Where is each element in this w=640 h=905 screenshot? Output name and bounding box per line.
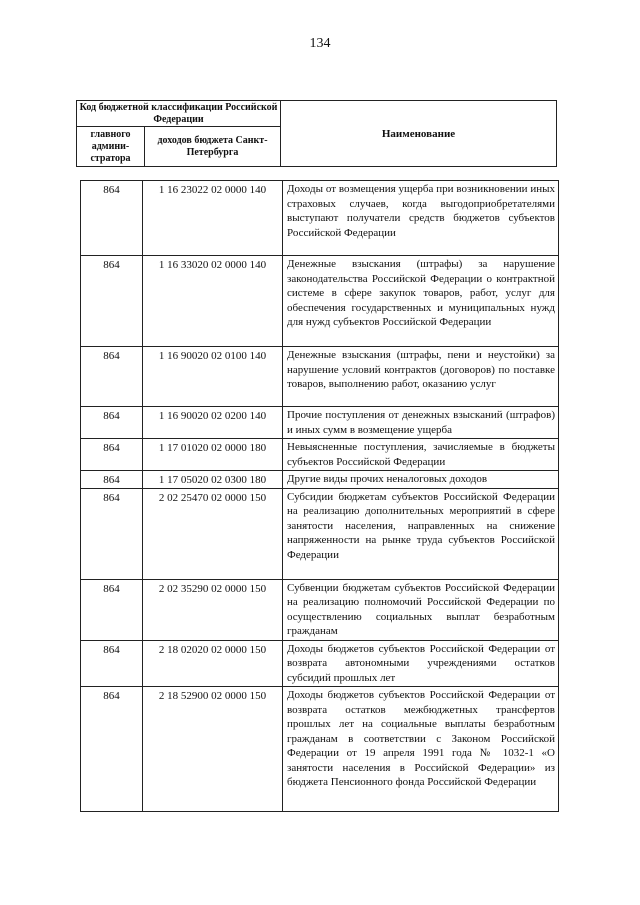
table-row [81,640,559,687]
income-code-cell: 2 02 25470 02 0000 150 [143,488,283,579]
income-table [80,180,559,812]
table-row [81,439,559,471]
income-code-cell: 2 18 52900 02 0000 150 [143,687,283,812]
admin-code-cell: 864 [81,471,143,489]
table-row [81,347,559,407]
income-name-cell: Другие виды прочих неналоговых доходов [283,471,559,489]
income-name-cell: Денежные взыскания (штрафы, пени и неустойки) за нарушение условий контрактов (договоров) по поставке товаров, выполнению работ, оказанию услуг [283,347,559,407]
income-name-cell: Субсидии бюджетам субъектов Российской Федерации на реализацию дополнительных мероприятий в сфере занятости населения, направленных на снижение напряженности на рынке труда субъектов Российской Федерации [283,488,559,579]
table-header [76,100,557,167]
table-row [81,488,559,579]
code-group-header: Код бюджетной классификации Российской Федерации [77,101,281,127]
admin-code-cell: 864 [81,407,143,439]
income-name-cell: Доходы от возмещения ущерба при возникновении иных страховых случаев, когда выгодоприобретателями выступают получатели средств бюджетов субъектов Российской Федерации [283,181,559,256]
admin-code-cell: 864 [81,181,143,256]
name-column-header: Наименование [281,101,557,167]
page-number: 134 [309,36,331,51]
income-name-cell: Прочие поступления от денежных взысканий (штрафов) и иных сумм в возмещение ущерба [283,407,559,439]
income-code-cell: 1 17 01020 02 0000 180 [143,439,283,471]
table-row [81,256,559,347]
income-name-cell: Невыясненные поступления, зачисляемые в бюджеты субъектов Российской Федерации [283,439,559,471]
admin-code-cell: 864 [81,579,143,640]
income-code-cell: 1 16 90020 02 0200 140 [143,407,283,439]
income-name-cell: Денежные взыскания (штрафы) за нарушение законодательства Российской Федерации о контрактной системе в сфере закупок товаров, работ, услуг для обеспечения государственных и муниципальных нужд для нужд субъектов Российской Федерации [283,256,559,347]
admin-column-header: главного админи-стратора [77,127,145,167]
income-name-cell: Доходы бюджетов субъектов Российской Федерации от возврата автономными учреждениями остатков субсидий прошлых лет [283,640,559,687]
table-row [81,407,559,439]
income-column-header: доходов бюджета Санкт-Петербурга [145,127,281,167]
income-code-cell: 2 18 02020 02 0000 150 [143,640,283,687]
income-code-cell: 1 16 90020 02 0100 140 [143,347,283,407]
admin-code-cell: 864 [81,347,143,407]
table-row [81,471,559,489]
table-row [81,687,559,812]
income-code-cell: 1 17 05020 02 0300 180 [143,471,283,489]
income-code-cell: 1 16 23022 02 0000 140 [143,181,283,256]
admin-code-cell: 864 [81,687,143,812]
admin-code-cell: 864 [81,256,143,347]
table-row [81,181,559,256]
admin-code-cell: 864 [81,439,143,471]
income-code-cell: 2 02 35290 02 0000 150 [143,579,283,640]
income-name-cell: Субвенции бюджетам субъектов Российской Федерации на реализацию полномочий Российской Федерации по осуществлению социальных выплат безработным гражданам [283,579,559,640]
income-name-cell: Доходы бюджетов субъектов Российской Федерации от возврата остатков межбюджетных трансфертов прошлых лет на социальные выплаты безработным гражданам в соответствии с Законом Российской Федерации от 19 апреля 1991 года № 1032-1 «О занятости населения в Российской Федерации» из бюджета Пенсионного фонда Российской Федерации [283,687,559,812]
income-code-cell: 1 16 33020 02 0000 140 [143,256,283,347]
admin-code-cell: 864 [81,488,143,579]
table-row [81,579,559,640]
admin-code-cell: 864 [81,640,143,687]
